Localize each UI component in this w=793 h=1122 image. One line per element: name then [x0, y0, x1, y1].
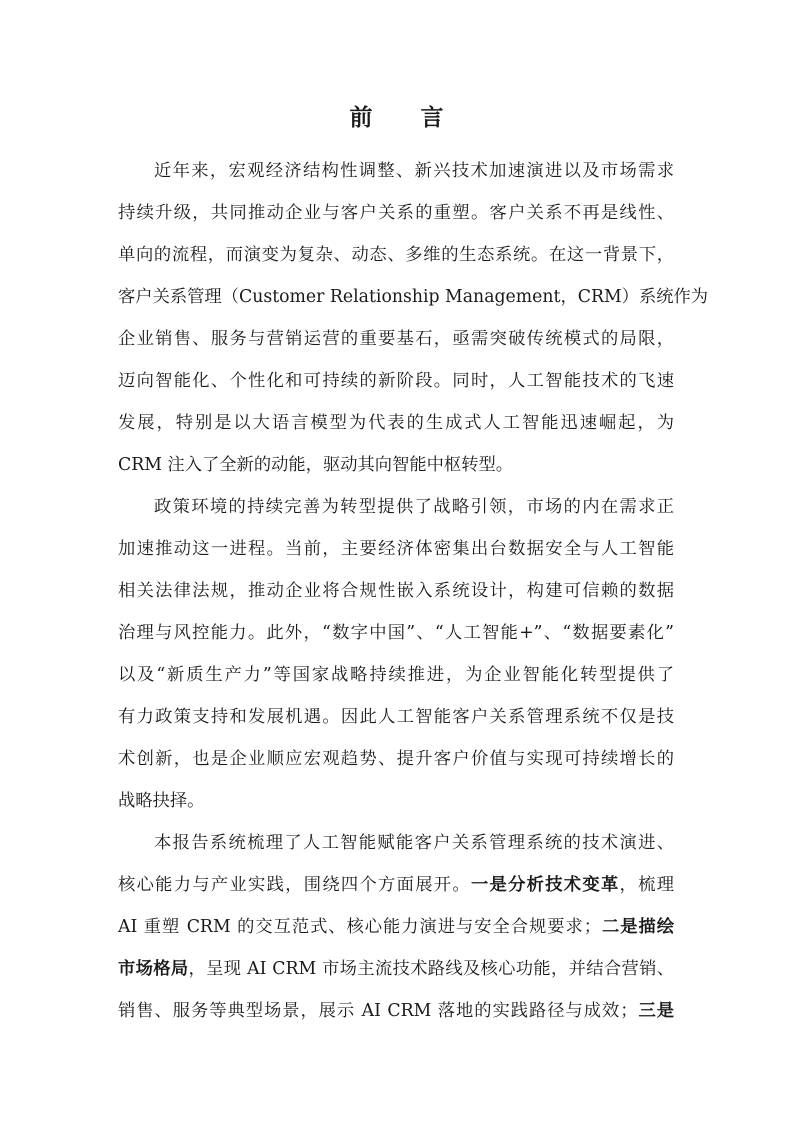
page-title: 前 言	[349, 104, 464, 131]
paragraph-line: 单向的流程，而演变为复杂、动态、多维的生态系统。在这一背景下，	[118, 245, 674, 265]
paragraph-2	[118, 486, 674, 822]
line-text: 销售、服务等典型场景，展示 AI CRM 落地的实践路径与成效；	[118, 1001, 638, 1021]
paragraph-1	[118, 150, 709, 486]
paragraph-line: 政策环境的持续完善为转型提供了战略引领，市场的内在需求正	[154, 497, 674, 517]
paragraph-line	[118, 864, 674, 906]
paragraph-line: 相关法律法规，推动企业将合规性嵌入系统设计，构建可信赖的数据	[118, 581, 674, 601]
paragraph-line: 近年来，宏观经济结构性调整、新兴技术加速演进以及市场需求	[154, 161, 674, 181]
paragraph-line: 有力政策支持和发展机遇。因此人工智能客户关系管理系统不仅是技	[118, 707, 674, 727]
paragraph-line: 持续升级，共同推动企业与客户关系的重塑。客户关系不再是线性、	[118, 203, 674, 223]
paragraph-line: 战略抉择。	[118, 791, 205, 811]
bold-phrase: 三是	[637, 1001, 674, 1021]
paragraph-line: 客户关系管理（Customer Relationship Management，CRM）系统作为	[118, 287, 709, 307]
line-text: 核心能力与产业实践，围绕四个方面展开。	[118, 875, 471, 895]
paragraph-line: 加速推动这一进程。当前，主要经济体密集出台数据安全与人工智能	[118, 539, 674, 559]
paragraph-line	[118, 990, 674, 1032]
body-text	[118, 150, 709, 1032]
line-text: ，梳理	[619, 875, 674, 895]
paragraph-line: 迈向智能化、个性化和可持续的新阶段。同时，人工智能技术的飞速	[118, 371, 674, 391]
paragraph-3	[118, 822, 674, 1032]
paragraph-line: 发展，特别是以大语言模型为代表的生成式人工智能迅速崛起，为	[118, 413, 674, 433]
bold-phrase: 二是描绘	[601, 917, 674, 937]
paragraph-line: 本报告系统梳理了人工智能赋能客户关系管理系统的技术演进、	[154, 833, 674, 853]
bold-phrase: 一是分析技术变革	[470, 875, 620, 895]
line-text: AI 重塑 CRM 的交互范式、核心能力演进与安全合规要求；	[118, 917, 602, 937]
paragraph-line: 治理与风控能力。此外，“数字中国”、“人工智能+”、“数据要素化”	[118, 623, 674, 643]
paragraph-line: 术创新，也是企业顺应宏观趋势、提升客户价值与实现可持续增长的	[118, 749, 674, 769]
paragraph-line	[118, 948, 674, 990]
bold-phrase: 市场格局	[118, 959, 189, 979]
line-text: ，呈现 AI CRM 市场主流技术路线及核心功能，并结合营销、	[188, 959, 674, 979]
paragraph-line: CRM 注入了全新的动能，驱动其向智能中枢转型。	[118, 455, 514, 475]
paragraph-line	[118, 906, 674, 948]
paragraph-line: 以及“新质生产力”等国家战略持续推进，为企业智能化转型提供了	[118, 665, 674, 685]
paragraph-line: 企业销售、服务与营销运营的重要基石，亟需突破传统模式的局限，	[118, 329, 674, 349]
